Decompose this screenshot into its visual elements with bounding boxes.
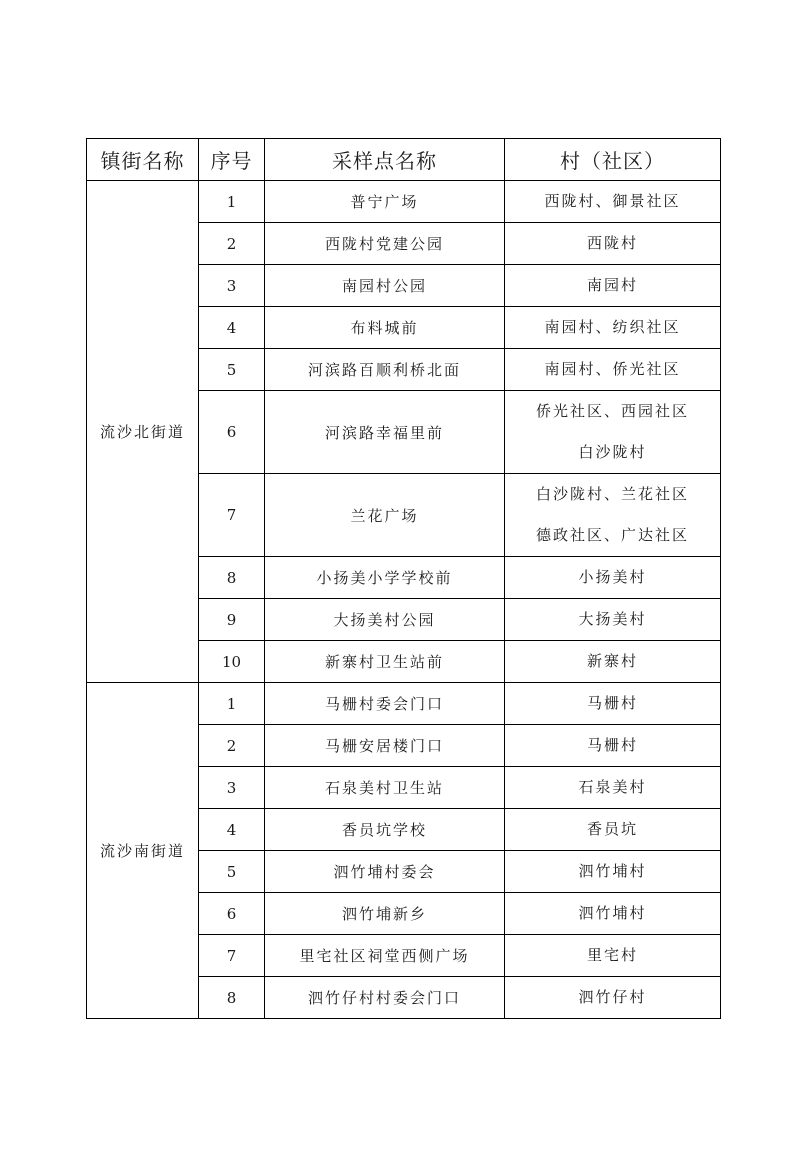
site-name-cell: 南园村公园 [265, 265, 505, 307]
seq-cell: 10 [199, 641, 265, 683]
site-name-cell: 普宁广场 [265, 181, 505, 223]
village-cell [505, 683, 721, 725]
village-line: 德政社区、广达社区 [535, 526, 689, 544]
table-header-row [87, 139, 721, 181]
village-line: 马栅村 [586, 694, 638, 712]
seq-cell: 1 [199, 683, 265, 725]
village-line: 香员坑 [586, 820, 638, 838]
village-cell [505, 599, 721, 641]
village-cell [505, 349, 721, 391]
site-name-cell: 香员坑学校 [265, 809, 505, 851]
seq-cell: 5 [199, 851, 265, 893]
site-name-cell: 泗竹仔村村委会门口 [265, 977, 505, 1019]
village-line: 大扬美村 [578, 610, 647, 628]
site-name-cell: 新寨村卫生站前 [265, 641, 505, 683]
village-line: 泗竹埔村 [578, 862, 647, 880]
seq-cell: 3 [199, 265, 265, 307]
village-cell [505, 893, 721, 935]
site-name-cell: 泗竹埔村委会 [265, 851, 505, 893]
site-name-cell: 马栅安居楼门口 [265, 725, 505, 767]
village-cell [505, 767, 721, 809]
seq-cell: 7 [199, 474, 265, 557]
site-name-cell: 西陇村党建公园 [265, 223, 505, 265]
site-name-cell: 泗竹埔新乡 [265, 893, 505, 935]
village-line: 南园村、纺织社区 [544, 318, 681, 336]
site-name-cell: 兰花广场 [265, 474, 505, 557]
header-village: 村（社区） [505, 139, 721, 181]
village-line: 小扬美村 [578, 568, 647, 586]
seq-cell: 8 [199, 557, 265, 599]
seq-cell: 2 [199, 223, 265, 265]
seq-cell: 8 [199, 977, 265, 1019]
seq-cell: 1 [199, 181, 265, 223]
village-line: 西陇村、御景社区 [544, 192, 681, 210]
village-line: 石泉美村 [578, 778, 647, 796]
village-line: 侨光社区、西园社区 [535, 402, 689, 420]
site-name-cell: 大扬美村公园 [265, 599, 505, 641]
village-cell [505, 557, 721, 599]
village-cell [505, 391, 721, 474]
site-name-cell: 河滨路幸福里前 [265, 391, 505, 474]
site-name-cell: 里宅社区祠堂西侧广场 [265, 935, 505, 977]
table-body [87, 181, 721, 1019]
village-cell [505, 977, 721, 1019]
site-name-cell: 小扬美小学学校前 [265, 557, 505, 599]
village-cell [505, 223, 721, 265]
village-cell [505, 935, 721, 977]
sampling-sites-table [86, 138, 721, 1019]
village-line: 南园村、侨光社区 [544, 360, 681, 378]
header-town: 镇街名称 [87, 139, 199, 181]
village-line: 里宅村 [586, 946, 638, 964]
village-line: 白沙陇村 [578, 443, 647, 461]
village-cell [505, 474, 721, 557]
site-name-cell: 河滨路百顺利桥北面 [265, 349, 505, 391]
seq-cell: 2 [199, 725, 265, 767]
village-line: 西陇村 [586, 234, 638, 252]
village-line: 南园村 [586, 276, 638, 294]
village-cell [505, 265, 721, 307]
seq-cell: 6 [199, 893, 265, 935]
village-cell [505, 641, 721, 683]
village-line: 白沙陇村、兰花社区 [535, 485, 689, 503]
site-name-cell: 马栅村委会门口 [265, 683, 505, 725]
village-line: 新寨村 [586, 652, 638, 670]
site-name-cell: 布料城前 [265, 307, 505, 349]
header-site: 采样点名称 [265, 139, 505, 181]
village-line: 泗竹仔村 [578, 988, 647, 1006]
seq-cell: 7 [199, 935, 265, 977]
seq-cell: 4 [199, 307, 265, 349]
seq-cell: 3 [199, 767, 265, 809]
table-row [87, 181, 721, 223]
town-name-cell: 流沙北街道 [87, 181, 199, 683]
header-seq: 序号 [199, 139, 265, 181]
village-cell [505, 725, 721, 767]
town-name-cell: 流沙南街道 [87, 683, 199, 1019]
site-name-cell: 石泉美村卫生站 [265, 767, 505, 809]
seq-cell: 6 [199, 391, 265, 474]
village-cell [505, 809, 721, 851]
table-row [87, 683, 721, 725]
village-cell [505, 307, 721, 349]
village-line: 泗竹埔村 [578, 904, 647, 922]
village-cell [505, 851, 721, 893]
village-line: 马栅村 [586, 736, 638, 754]
seq-cell: 9 [199, 599, 265, 641]
village-cell [505, 181, 721, 223]
seq-cell: 5 [199, 349, 265, 391]
seq-cell: 4 [199, 809, 265, 851]
